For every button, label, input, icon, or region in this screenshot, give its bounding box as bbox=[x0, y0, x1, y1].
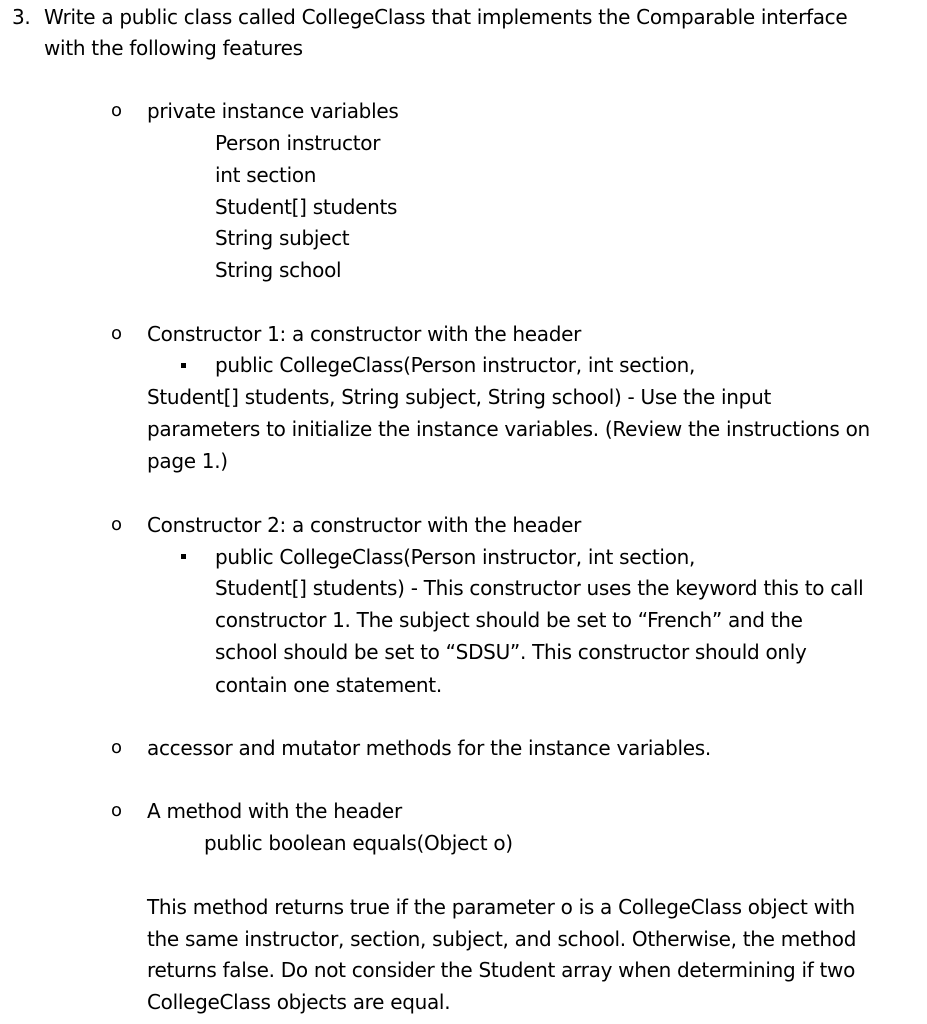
constructor1-line: public CollegeClass(Person instructor, int section, bbox=[215, 353, 696, 377]
question-text-line-2: with the following features bbox=[44, 36, 303, 60]
bullet-o-icon: o bbox=[111, 514, 122, 535]
constructor1-heading: Constructor 1: a constructor with the header bbox=[147, 322, 582, 346]
bullet-o-icon: o bbox=[111, 323, 122, 344]
private-var-item: String school bbox=[215, 258, 342, 282]
constructor1-line: parameters to initialize the instance variables. (Review the instructions on bbox=[147, 417, 870, 441]
square-bullet-icon bbox=[181, 554, 186, 559]
square-bullet-icon bbox=[181, 363, 186, 368]
constructor2-line: public CollegeClass(Person instructor, int section, bbox=[215, 545, 696, 569]
constructor2-line: contain one statement. bbox=[215, 673, 442, 697]
accessors-heading: accessor and mutator methods for the instance variables. bbox=[147, 736, 711, 760]
equals-signature: public boolean equals(Object o) bbox=[204, 831, 513, 855]
bullet-o-icon: o bbox=[111, 100, 122, 121]
private-var-item: Student[] students bbox=[215, 195, 398, 219]
constructor2-line: constructor 1. The subject should be set to “French” and the bbox=[215, 608, 803, 632]
private-var-item: int section bbox=[215, 163, 317, 187]
constructor2-heading: Constructor 2: a constructor with the header bbox=[147, 513, 582, 537]
constructor1-line: page 1.) bbox=[147, 449, 228, 473]
question-number: 3. bbox=[12, 5, 31, 29]
equals-description-line: the same instructor, section, subject, and school. Otherwise, the method bbox=[147, 927, 857, 951]
equals-description-line: CollegeClass objects are equal. bbox=[147, 990, 451, 1014]
equals-description-line: This method returns true if the parameter o is a CollegeClass object with bbox=[147, 895, 855, 919]
bullet-o-icon: o bbox=[111, 800, 122, 821]
private-var-item: String subject bbox=[215, 226, 350, 250]
equals-heading: A method with the header bbox=[147, 799, 402, 823]
equals-description-line: returns false. Do not consider the Student array when determining if two bbox=[147, 958, 856, 982]
constructor2-line: Student[] students) - This constructor uses the keyword this to call bbox=[215, 576, 864, 600]
constructor2-line: school should be set to “SDSU”. This constructor should only bbox=[215, 640, 807, 664]
constructor1-line: Student[] students, String subject, String school) - Use the input bbox=[147, 385, 771, 409]
private-vars-heading: private instance variables bbox=[147, 99, 399, 123]
bullet-o-icon: o bbox=[111, 737, 122, 758]
private-var-item: Person instructor bbox=[215, 131, 381, 155]
question-text-line-1: Write a public class called CollegeClass that implements the Comparable interface bbox=[44, 5, 848, 29]
